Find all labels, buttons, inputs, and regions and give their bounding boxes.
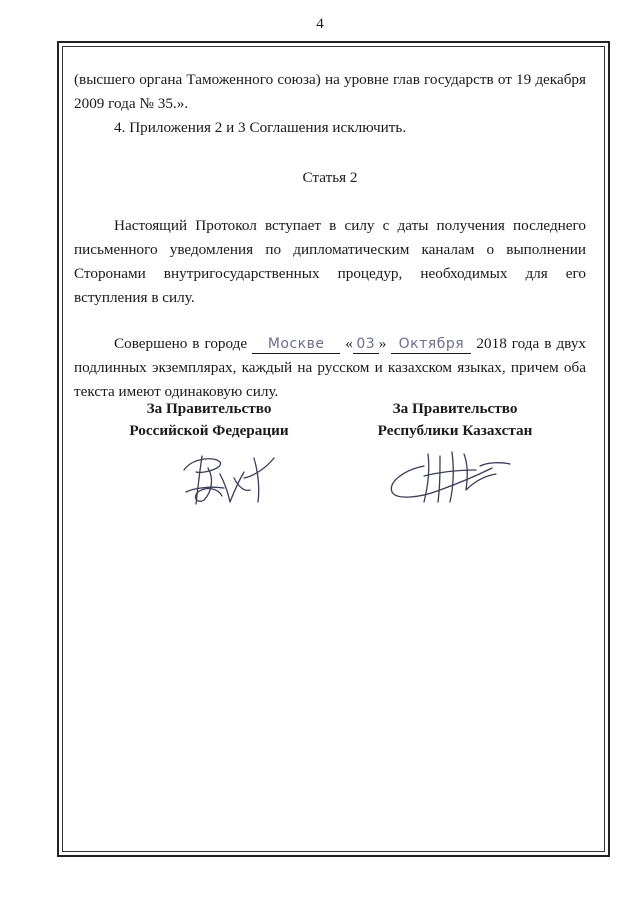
signature-russia [174, 448, 284, 510]
signatory-russia-line2: Российской Федерации [129, 422, 289, 439]
execution-suffix: 2018 года в двух подлинных экземплярах, каждый на русском и казахском языках, причем оба текста имеют одинаковую силу. [74, 335, 587, 400]
quote-open: « [345, 335, 353, 352]
signatory-kazakhstan-line1: За Правительство [392, 400, 518, 417]
signatory-russia-line1: За Правительство [146, 400, 272, 417]
handwritten-city: Москве [252, 335, 340, 354]
article-2-text: Настоящий Протокол вступает в силу с даты получения последнего письменного уведомления по дипломатическим каналам о выполнении Сторонами внутригосударственных процедур, необходимых для его вступления в силу. [74, 217, 586, 306]
continued-paragraph: (высшего органа Таможенного союза) на уровне глав государств от 19 декабря 2009 года № 35.». [74, 71, 586, 112]
quote-close: » [378, 335, 387, 352]
signature-kazakhstan [384, 446, 524, 508]
execution-prefix: Совершено в городе [114, 335, 248, 352]
item-4-paragraph: 4. Приложения 2 и 3 Соглашения исключить. [114, 119, 407, 136]
article-heading: Статья 2 [302, 169, 358, 186]
execution-clause [74, 332, 586, 404]
document-body [74, 68, 586, 404]
signatory-russia [104, 398, 314, 442]
signatory-kazakhstan [350, 398, 560, 442]
signatory-kazakhstan-line2: Республики Казахстан [377, 422, 533, 439]
page-number: 4 [316, 16, 324, 32]
handwritten-month: Октября [391, 335, 471, 354]
handwritten-day: 03 [353, 335, 379, 354]
